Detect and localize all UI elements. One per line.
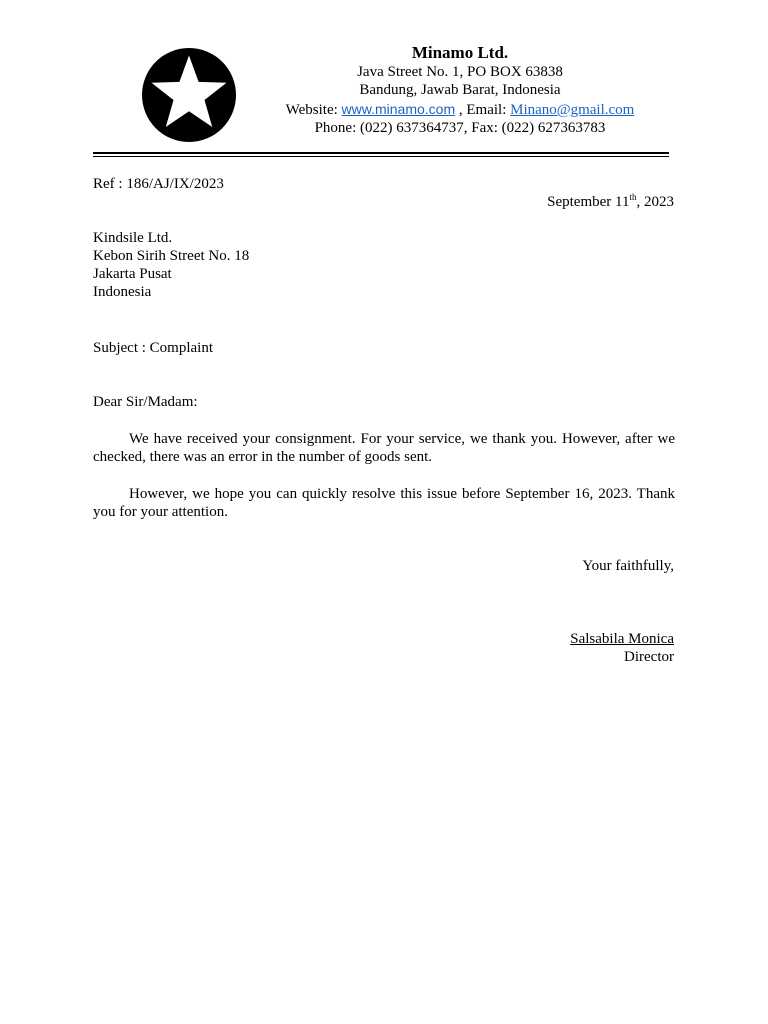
phone-fax: Phone: (022) 637364737, Fax: (022) 627363783 — [314, 120, 606, 136]
recipient-name: Kindsile Ltd. — [93, 230, 173, 246]
header-divider — [93, 152, 669, 157]
subject-line: Subject : Complaint — [93, 340, 213, 356]
address-line-2: Bandung, Jawab Barat, Indonesia — [359, 82, 561, 98]
salutation: Dear Sir/Madam: — [93, 394, 198, 410]
reference-number: Ref : 186/AJ/IX/2023 — [93, 176, 224, 192]
date-suffix: th — [629, 192, 637, 202]
date-month-day: September 11 — [547, 194, 630, 210]
star-in-circle-icon — [142, 48, 236, 142]
letter-date — [547, 193, 674, 211]
company-name: Minamo Ltd. — [411, 43, 509, 62]
signature-block — [570, 630, 674, 666]
contact-line — [250, 100, 670, 120]
recipient-city: Jakarta Pusat — [93, 266, 172, 282]
recipient-street: Kebon Sirih Street No. 18 — [93, 248, 250, 264]
email-link[interactable]: Minano@gmail.com — [510, 101, 635, 118]
address-line-1: Java Street No. 1, PO BOX 63838 — [357, 63, 563, 80]
website-label: Website: — [285, 101, 342, 118]
letterhead — [250, 44, 670, 138]
signer-name: Salsabila Monica — [570, 631, 674, 647]
date-year: , 2023 — [636, 194, 674, 210]
body-paragraph-1: We have received your consignment. For your service, we thank you. However, after we checked, there was an error in the number of goods sent. — [93, 431, 675, 465]
recipient-address — [93, 229, 249, 301]
signer-title: Director — [624, 649, 674, 665]
recipient-country: Indonesia — [93, 284, 152, 300]
body-paragraph-2: However, we hope you can quickly resolve this issue before September 16, 2023. Thank you for your attention. — [93, 486, 675, 520]
website-link[interactable]: www.minamo.com — [341, 100, 456, 117]
closing: Your faithfully, — [582, 558, 674, 574]
email-label: , Email: — [455, 101, 511, 118]
